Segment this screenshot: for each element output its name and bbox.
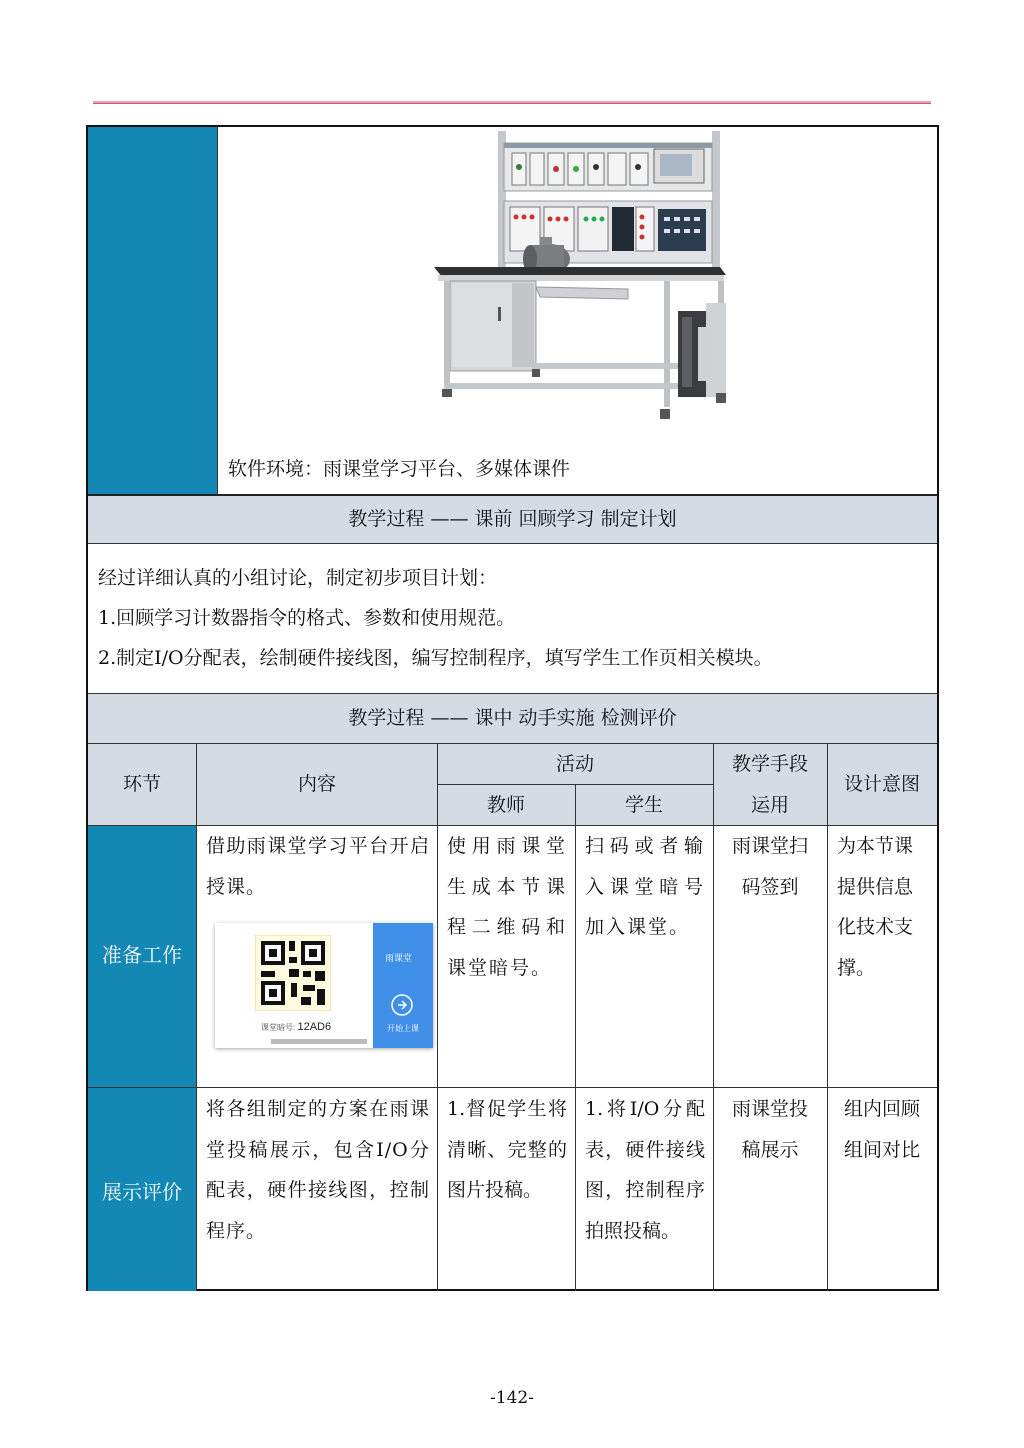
arrow-right-circle-icon: [390, 993, 414, 1017]
section-header-during-class: [88, 694, 937, 743]
top-rule: [93, 101, 931, 104]
section-header-before-class: [88, 496, 937, 543]
student-activity-showcase: 1.将I/O分配表，硬件接线图，控制程序拍照投稿。: [585, 1098, 705, 1242]
stage-label-prepare: 准备工作: [102, 943, 182, 967]
software-environment-text: 软件环境：雨课堂学习平台、多媒体课件: [228, 458, 571, 480]
means-showcase: 雨课堂投稿展示: [731, 1098, 808, 1161]
column-header-means-line2: 运用: [750, 794, 789, 816]
pre-class-plan: [98, 558, 928, 678]
column-header-means-line1: 教学手段: [731, 753, 808, 775]
qr-code-icon: [255, 935, 331, 1011]
stage-label-showcase: 展示评价: [102, 1180, 182, 1204]
teacher-activity-showcase: 1.督促学生将清晰、完整的图片投稿。: [447, 1098, 567, 1201]
column-header-activity: 活动: [555, 753, 594, 775]
intent-showcase: 组内回顾组间对比: [843, 1098, 920, 1161]
qr-code-label: [261, 1021, 331, 1033]
qr-code-value: 12AD6: [297, 1021, 332, 1033]
rain-classroom-brand: 雨课堂: [385, 953, 413, 963]
plan-line-2: 2.制定I/O分配表，绘制硬件接线图，编写控制程序，填写学生工作页相关模块。: [98, 647, 773, 669]
teal-side-cell-top: [88, 127, 217, 494]
means-prepare: 雨课堂扫码签到: [731, 835, 808, 898]
column-header-stage: 环节: [122, 773, 161, 795]
column-header-student: 学生: [624, 794, 663, 816]
plan-line-intro: 经过详细认真的小组讨论，制定初步项目计划：: [98, 567, 498, 589]
start-class-label: 开始上课: [387, 1024, 419, 1033]
content-prepare: 借助雨课堂学习平台开启授课。: [206, 835, 430, 898]
teacher-activity-prepare: 使用雨课堂生成本节课程二维码和课堂暗号。: [447, 835, 567, 979]
training-bench-image: [428, 127, 728, 443]
section-header-before-class-title: 教学过程 —— 课前 回顾学习 制定计划: [348, 508, 677, 530]
lesson-table: [86, 125, 939, 1291]
qr-code-label-text: 课堂暗号:: [261, 1023, 296, 1032]
intent-prepare: 为本节课提供信息化技术支撑。: [837, 835, 914, 979]
content-showcase: 将各组制定的方案在雨课堂投稿展示，包含I/O分配表，硬件接线图，控制程序。: [206, 1098, 430, 1242]
rain-classroom-qr-card: [215, 923, 433, 1048]
page-number: -142-: [490, 1388, 534, 1408]
section-header-during-class-title: 教学过程 —— 课中 动手实施 检测评价: [348, 707, 677, 729]
qr-card-footer-bar: [271, 1039, 367, 1044]
plan-line-1: 1.回顾学习计数器指令的格式、参数和使用规范。: [98, 607, 516, 629]
qr-card-side-panel: [373, 923, 433, 1048]
column-header-intent: 设计意图: [843, 773, 920, 795]
column-header-teacher: 教师: [486, 794, 525, 816]
column-header-content: 内容: [297, 773, 336, 795]
student-activity-prepare: 扫码或者输入课堂暗号加入课堂。: [585, 835, 705, 938]
